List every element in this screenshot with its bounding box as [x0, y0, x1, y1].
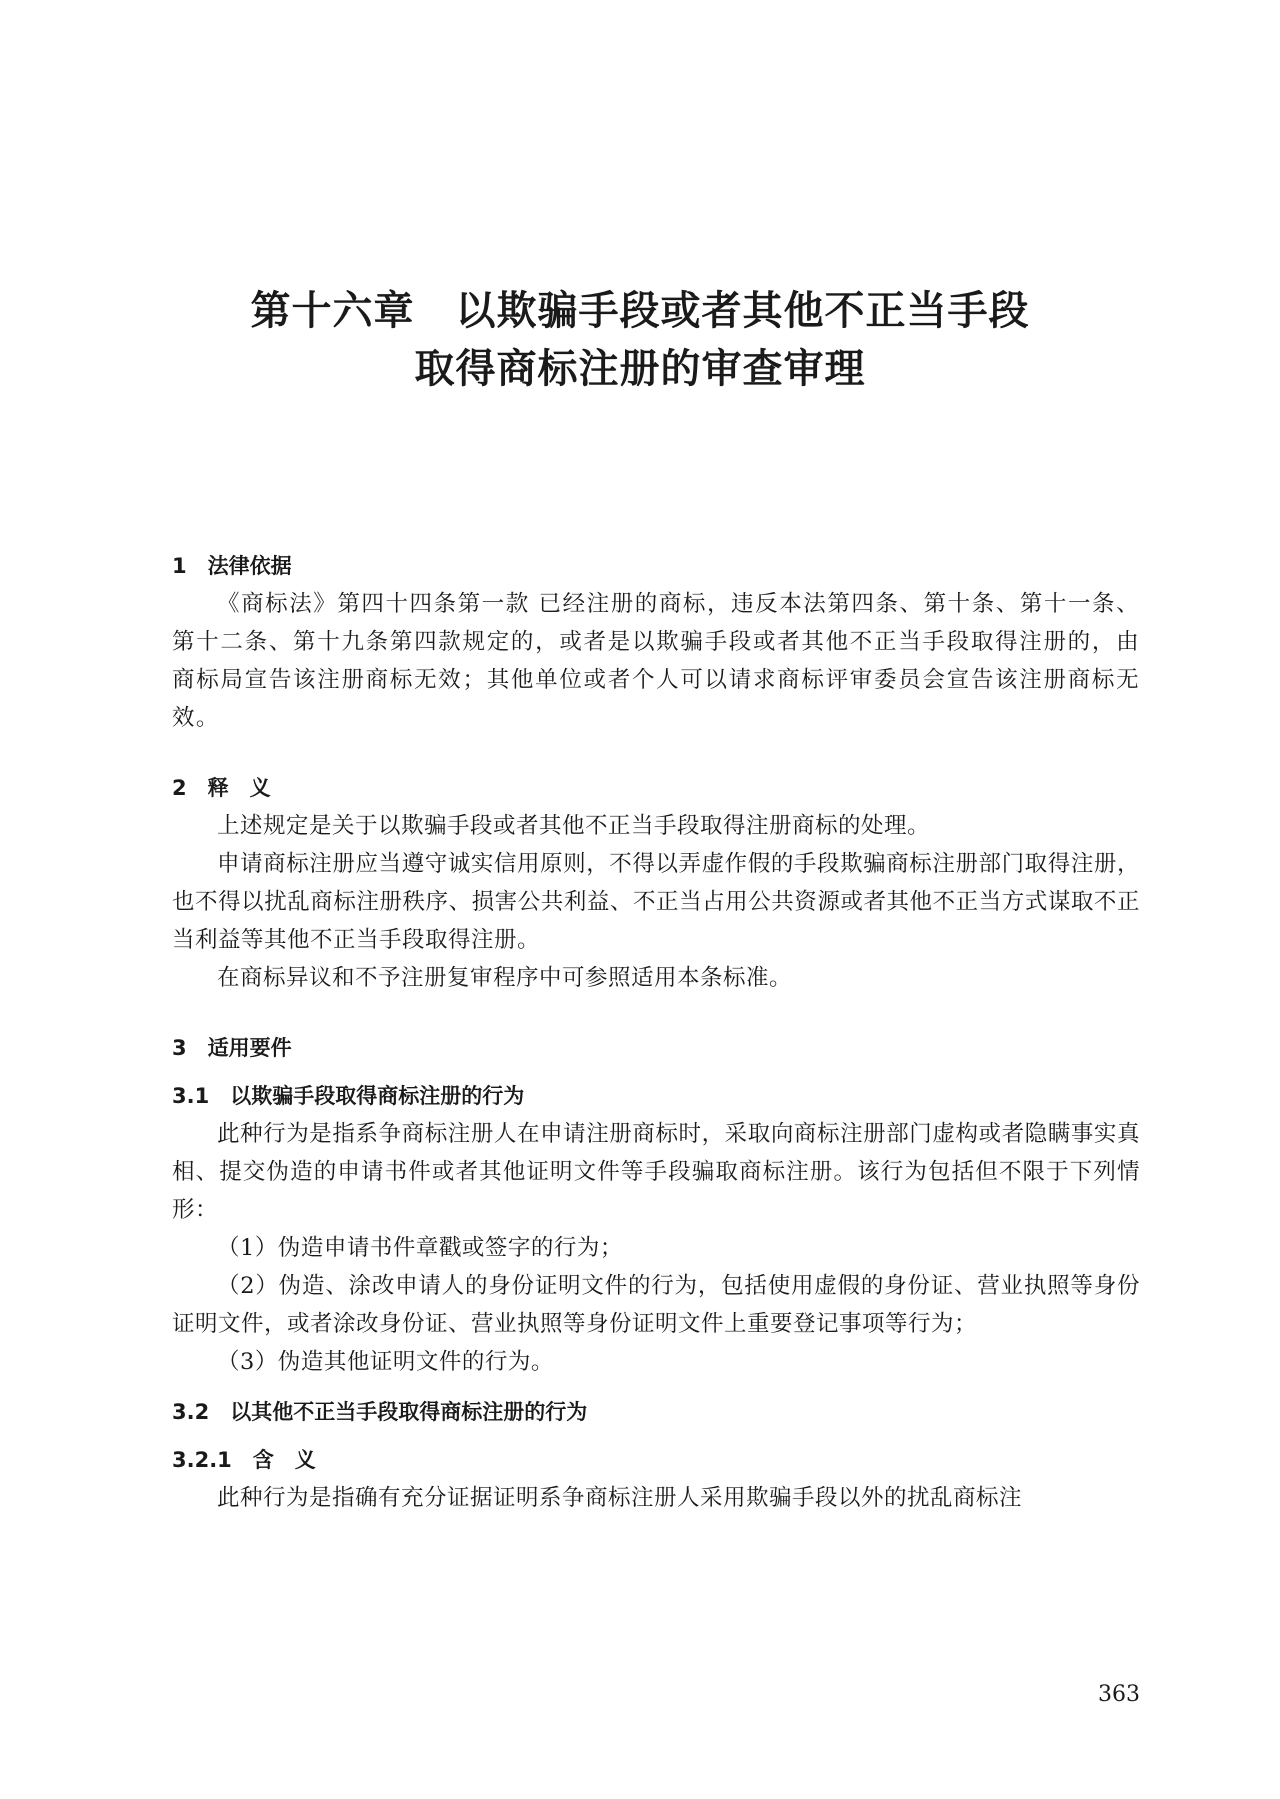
list-item: （2）伪造、涂改申请人的身份证明文件的行为，包括使用虚假的身份证、营业执照等身份证明文件，或者涂改身份证、营业执照等身份证明文件上重要登记事项等行为； [172, 1273, 1140, 1337]
section-heading-legal-basis: 1 法律依据 [172, 554, 292, 578]
chapter-body [172, 549, 1140, 1517]
subsubsection-heading-meaning: 3.2.1 含 义 [172, 1448, 316, 1472]
list-item: （3）伪造其他证明文件的行为。 [217, 1349, 554, 1375]
page-number: 363 [1098, 1682, 1140, 1707]
paragraph: 此种行为是指确有充分证据证明系争商标注册人采用欺骗手段以外的扰乱商标注 [217, 1485, 1023, 1511]
subsection-heading-other-improper: 3.2 以其他不正当手段取得商标注册的行为 [172, 1400, 588, 1424]
section-heading-interpretation: 2 释 义 [172, 776, 271, 800]
paragraph: 上述规定是关于以欺骗手段或者其他不正当手段取得注册商标的处理。 [217, 813, 931, 839]
paragraph: 申请商标注册应当遵守诚实信用原则，不得以弄虚作假的手段欺骗商标注册部门取得注册，也不得以扰乱商标注册秩序、损害公共利益、不正当占用公共资源或者其他不正当方式谋取不正当利益等其他不正当手段取得注册。 [172, 851, 1140, 953]
list-item: （1）伪造申请书件章戳或签字的行为； [217, 1235, 623, 1261]
paragraph: 此种行为是指系争商标注册人在申请注册商标时，采取向商标注册部门虚构或者隐瞒事实真相、提交伪造的申请书件或者其他证明文件等手段骗取商标注册。该行为包括但不限于下列情形： [172, 1121, 1140, 1223]
chapter-title-line-1: 第十六章 以欺骗手段或者其他不正当手段 [250, 287, 1030, 334]
paragraph: 在商标异议和不予注册复审程序中可参照适用本条标准。 [217, 965, 793, 991]
subsection-heading-deception: 3.1 以欺骗手段取得商标注册的行为 [172, 1084, 525, 1108]
statute-text: 《商标法》第四十四条第一款 已经注册的商标，违反本法第四条、第十条、第十一条、第十二条、第十九条第四款规定的，或者是以欺骗手段或者其他不正当手段取得注册的，由商标局宣告该注册商标无效；其他单位或者个人可以请求商标评审委员会宣告该注册商标无效。 [172, 591, 1140, 731]
chapter-title-line-2: 取得商标注册的审查审理 [414, 345, 866, 392]
section-heading-requirements: 3 适用要件 [172, 1036, 292, 1060]
chapter-title [160, 282, 1120, 398]
